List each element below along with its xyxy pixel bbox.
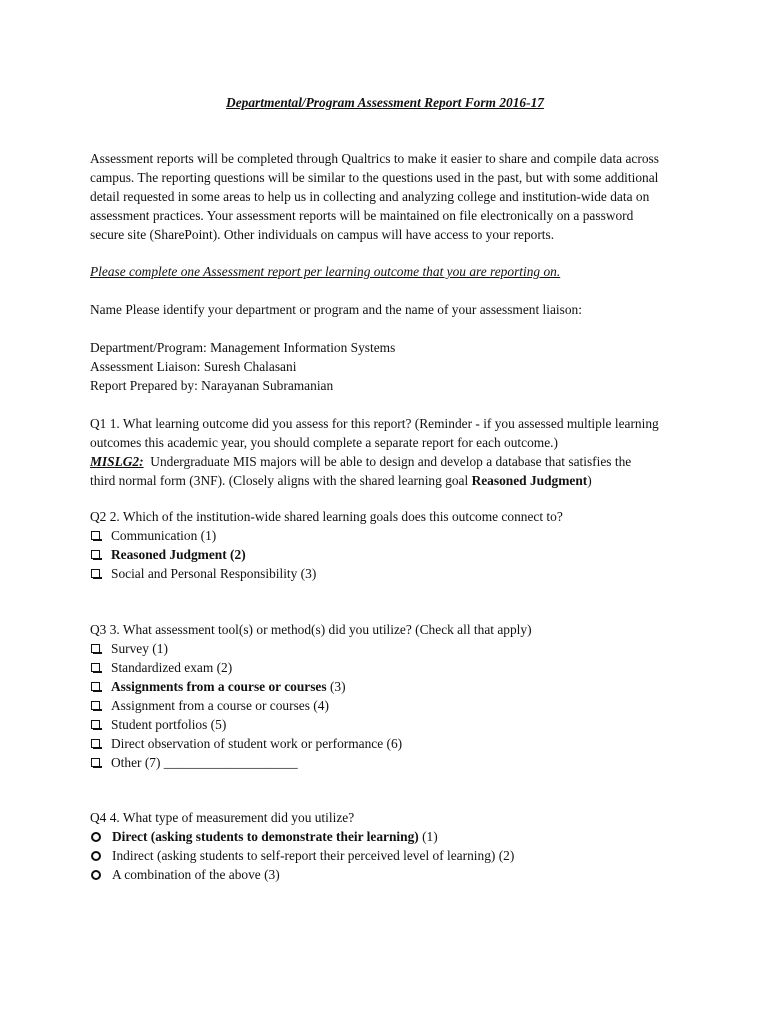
q3-option[interactable] <box>90 639 690 658</box>
q3-option[interactable] <box>90 658 690 677</box>
outcome-close: ) <box>587 473 592 488</box>
q3-option[interactable] <box>90 677 690 696</box>
question-1 <box>90 414 690 490</box>
q3-option[interactable] <box>90 734 690 753</box>
checkbox-icon[interactable] <box>91 644 100 653</box>
option-label: A combination of the above (3) <box>112 867 280 882</box>
option-label: Reasoned Judgment (2) <box>111 547 246 562</box>
q4-question: Q4 4. What type of measurement did you utilize? <box>90 810 355 825</box>
checkbox-icon[interactable] <box>91 758 100 767</box>
q3-question: Q3 3. What assessment tool(s) or method(s) did you utilize? (Check all that apply) <box>90 622 532 637</box>
checkbox-icon[interactable] <box>91 531 100 540</box>
name-prompt: Name Please identify your department or program and the name of your assessment liaison: <box>90 302 582 317</box>
checkbox-icon[interactable] <box>91 550 100 559</box>
outcome-text-2: third normal form (3NF). (Closely aligns with the shared learning goal <box>90 473 472 488</box>
option-label: Student portfolios (5) <box>111 717 227 732</box>
checkbox-icon[interactable] <box>91 569 100 578</box>
intro-paragraph <box>90 149 690 244</box>
checkbox-icon[interactable] <box>91 682 100 691</box>
q2-option[interactable] <box>90 545 690 564</box>
q4-option[interactable] <box>90 865 690 884</box>
intro-line: assessment practices. Your assessment reports will be maintained on file electronically on a password <box>90 208 634 223</box>
q2-option[interactable] <box>90 526 690 545</box>
checkbox-icon[interactable] <box>91 739 100 748</box>
option-label: Other (7) ____________________ <box>111 755 298 770</box>
option-number: (3) <box>326 679 346 694</box>
q1-text-line: Q1 1. What learning outcome did you assess for this report? (Reminder - if you assessed multiple learning <box>90 416 659 431</box>
q2-option[interactable] <box>90 564 690 583</box>
checkbox-icon[interactable] <box>91 663 100 672</box>
department-line: Department/Program: Management Information Systems <box>90 340 396 355</box>
option-label: Direct (asking students to demonstrate their learning) <box>112 829 419 844</box>
option-label: Assignments from a course or courses <box>111 679 327 694</box>
prepared-by-line: Report Prepared by: Narayanan Subramanian <box>90 378 334 393</box>
page-title: Departmental/Program Assessment Report Form 2016-17 <box>226 95 544 110</box>
instruction-text: Please complete one Assessment report per learning outcome that you are reporting on. <box>90 264 561 279</box>
option-label: Communication (1) <box>111 528 217 543</box>
outcome-text: Undergraduate MIS majors will be able to design and develop a database that satisfies the <box>143 454 632 469</box>
q4-option[interactable] <box>90 846 690 865</box>
option-label: Social and Personal Responsibility (3) <box>111 566 317 581</box>
intro-line: secure site (SharePoint). Other individuals on campus will have access to your reports. <box>90 227 555 242</box>
intro-line: campus. The reporting questions will be similar to the questions used in the past, but with some additional <box>90 170 659 185</box>
q1-outcome-line <box>90 471 690 490</box>
checkbox-icon[interactable] <box>91 701 100 710</box>
q3-option[interactable] <box>90 753 690 772</box>
liaison-line: Assessment Liaison: Suresh Chalasani <box>90 359 297 374</box>
question-2 <box>90 507 690 583</box>
radio-icon[interactable] <box>91 851 101 861</box>
option-number: (1) <box>418 829 438 844</box>
intro-line: Assessment reports will be completed through Qualtrics to make it easier to share and compile data across <box>90 151 659 166</box>
q1-outcome-line <box>90 452 690 471</box>
checkbox-icon[interactable] <box>91 720 100 729</box>
radio-icon[interactable] <box>91 832 101 842</box>
option-label: Assignment from a course or courses (4) <box>111 698 329 713</box>
option-label: Indirect (asking students to self-report their perceived level of learning) (2) <box>112 848 515 863</box>
q4-option[interactable] <box>90 827 690 846</box>
q3-option[interactable] <box>90 715 690 734</box>
option-label: Survey (1) <box>111 641 168 656</box>
q3-option[interactable] <box>90 696 690 715</box>
report-info <box>90 338 690 395</box>
radio-icon[interactable] <box>91 870 101 880</box>
question-3 <box>90 620 690 772</box>
intro-line: detail requested in some areas to help us in collecting and analyzing college and institution-wide data on <box>90 189 650 204</box>
option-label: Standardized exam (2) <box>111 660 233 675</box>
question-4 <box>90 808 690 884</box>
shared-goal: Reasoned Judgment <box>471 473 588 488</box>
q1-text-line: outcomes this academic year, you should complete a separate report for each outcome.) <box>90 435 558 450</box>
outcome-code: MISLG2: <box>90 454 144 469</box>
q2-question: Q2 2. Which of the institution-wide shared learning goals does this outcome connect to? <box>90 509 563 524</box>
option-label: Direct observation of student work or performance (6) <box>111 736 403 751</box>
